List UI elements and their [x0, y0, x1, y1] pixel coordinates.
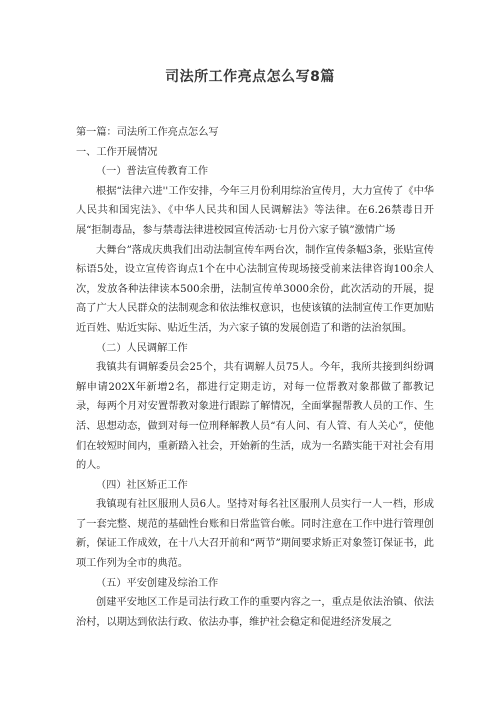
document-title: 司法所工作亮点怎么写8篇: [165, 69, 335, 85]
subsection-heading: （一）普法宣传教育工作: [96, 166, 209, 178]
paragraph: 创建平安地区工作是司法行政工作的重要内容之一，重点是依法治镇、依法治村，以期达到依法行政、依法办事，维护社会稳定和促进经济发展之: [76, 597, 434, 628]
paragraph: 我镇共有调解委员会25个，共有调解人员75人。今年，我所共接到纠纷调解申请202X年新增2名，都进行定期走访，对每一位帮教对象都做了都教记录，每两个月对安置帮教对象进行跟踪了解情况，全面掌握帮教人员的工作、生活、思想动态，做到对每一位刑释解教人员“有人问、有人管、有人关心”，使他们在较短时间内，重新踏入社会，开始新的生活，成为一名踏实能干对社会有用的人。: [76, 362, 434, 472]
subsection-heading: （五）平安创建及综治工作: [96, 577, 219, 589]
document-body: [76, 123, 434, 632]
paragraph: 大舞台”落成庆典我们出动法制宣传车两台次，制作宣传条幅3条，张贴宣传标语5处，设立宣传咨询点1个在中心法制宣传现场接受前来法律咨询100余人次，发放各种法律读本500余册，法制宣传单3000余份，此次活动的开展，提高了广大人民群众的法制观念和依法维权意识，也使该镇的法制宣传工作更加贴近百姓、贴近实际、贴近生活，为六家子镇的发展创造了和谐的法治氛围。: [76, 244, 434, 334]
section-heading: 第一篇：司法所工作亮点怎么写: [76, 127, 219, 138]
part-heading: 一、工作开展情况: [76, 146, 158, 158]
subsection-heading: （二）人民调解工作: [96, 342, 188, 354]
paragraph: 根据“法律六进''工作安排，今年三月份利用综治宣传月，大力宣传了《中华人民共和国宪法》、《中华人民共和国人民调解法》等法律。在6.26禁毒日开展“拒制毒品，参与禁毒法律进校园宣传活动·七月份六家子镇”激情广场: [76, 185, 434, 236]
paragraph: 我镇现有社区服刑人员6人。坚持对每名社区服刑人员实行一人一档，形成了一套完整、规范的基础性台账和日常监管台帐。同时注意在工作中进行管理创新，保证工作成效，在十八大召开前和“两节”期间要求矫正对象签订保证书，此项工作列为全市的典范。: [76, 499, 434, 570]
subsection-heading: （四）社区矫正工作: [96, 479, 188, 491]
